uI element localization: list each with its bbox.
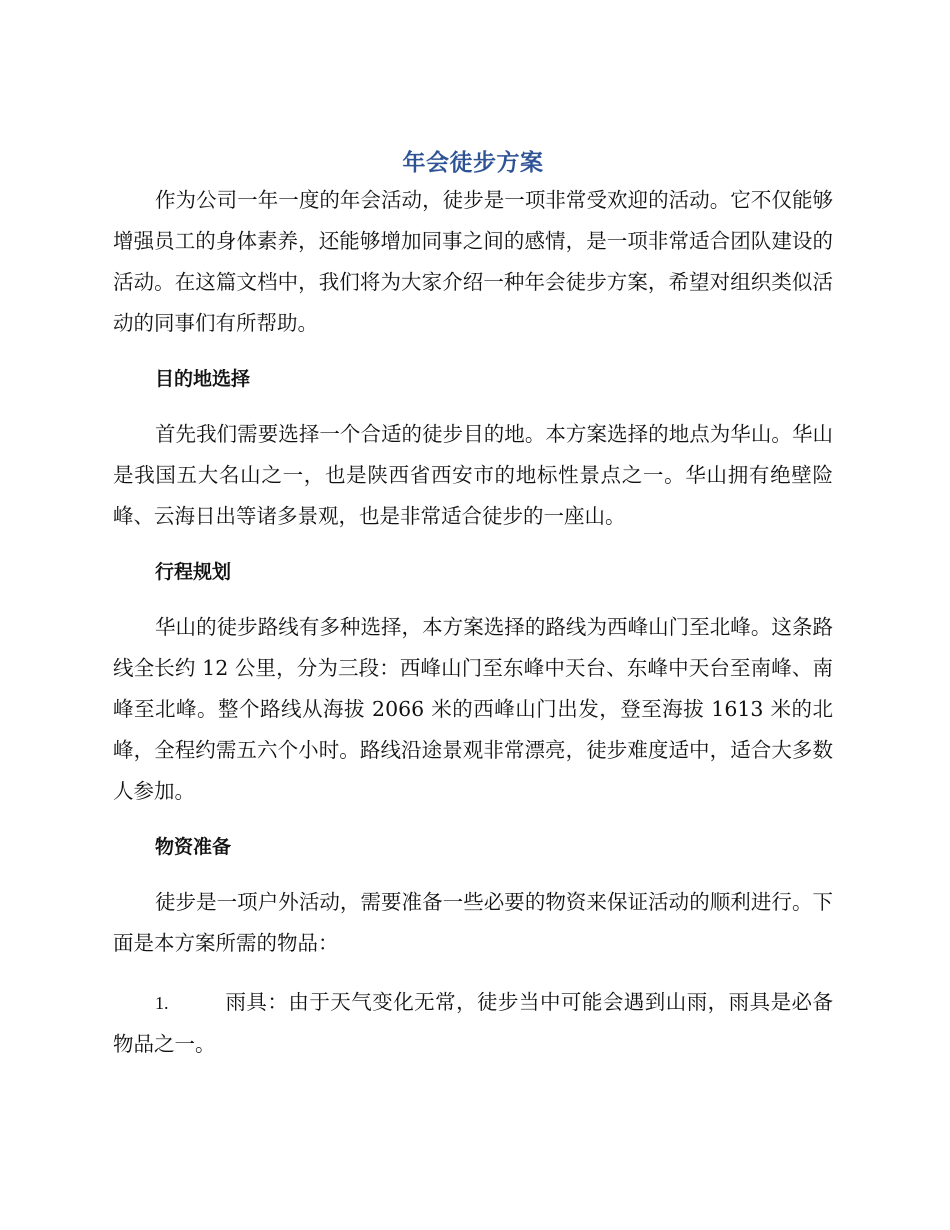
document-content — [113, 146, 833, 1065]
list-item-number: 1. — [155, 993, 169, 1013]
section-heading-supplies: 物资准备 — [155, 836, 232, 858]
section-body-itinerary: 华山的徒步路线有多种选择，本方案选择的路线为西峰山门至北峰。这条路线全长约 12 公里，分为三段：西峰山门至东峰中天台、东峰中天台至南峰、南峰至北峰。整个路线从海拔 2066 米的西峰山门出发，登至海拔 1613 米的北峰，全程约需五六个小时。路线沿途景观非常漂亮，徒步难度适中，适合大多数人参加。 — [113, 615, 833, 803]
document-title: 年会徒步方案 — [402, 150, 544, 176]
list-item-text: 雨具：由于天气变化无常，徒步当中可能会遇到山雨，雨具是必备物品之一。 — [113, 990, 833, 1056]
section-heading-destination: 目的地选择 — [155, 368, 251, 390]
intro-paragraph: 作为公司一年一度的年会活动，徒步是一项非常受欢迎的活动。它不仅能够增强员工的身体素养，还能够增加同事之间的感情，是一项非常适合团队建设的活动。在这篇文档中，我们将为大家介绍一种年会徒步方案，希望对组织类似活动的同事们有所帮助。 — [113, 188, 833, 335]
list-item — [113, 982, 833, 1065]
section-body-supplies: 徒步是一项户外活动，需要准备一些必要的物资来保证活动的顺利进行。下面是本方案所需的物品： — [113, 890, 833, 955]
section-body-destination: 首先我们需要选择一个合适的徒步目的地。本方案选择的地点为华山。华山是我国五大名山之一，也是陕西省西安市的地标性景点之一。华山拥有绝壁险峰、云海日出等诸多景观，也是非常适合徒步的一座山。 — [113, 422, 833, 528]
section-heading-itinerary: 行程规划 — [155, 561, 232, 583]
